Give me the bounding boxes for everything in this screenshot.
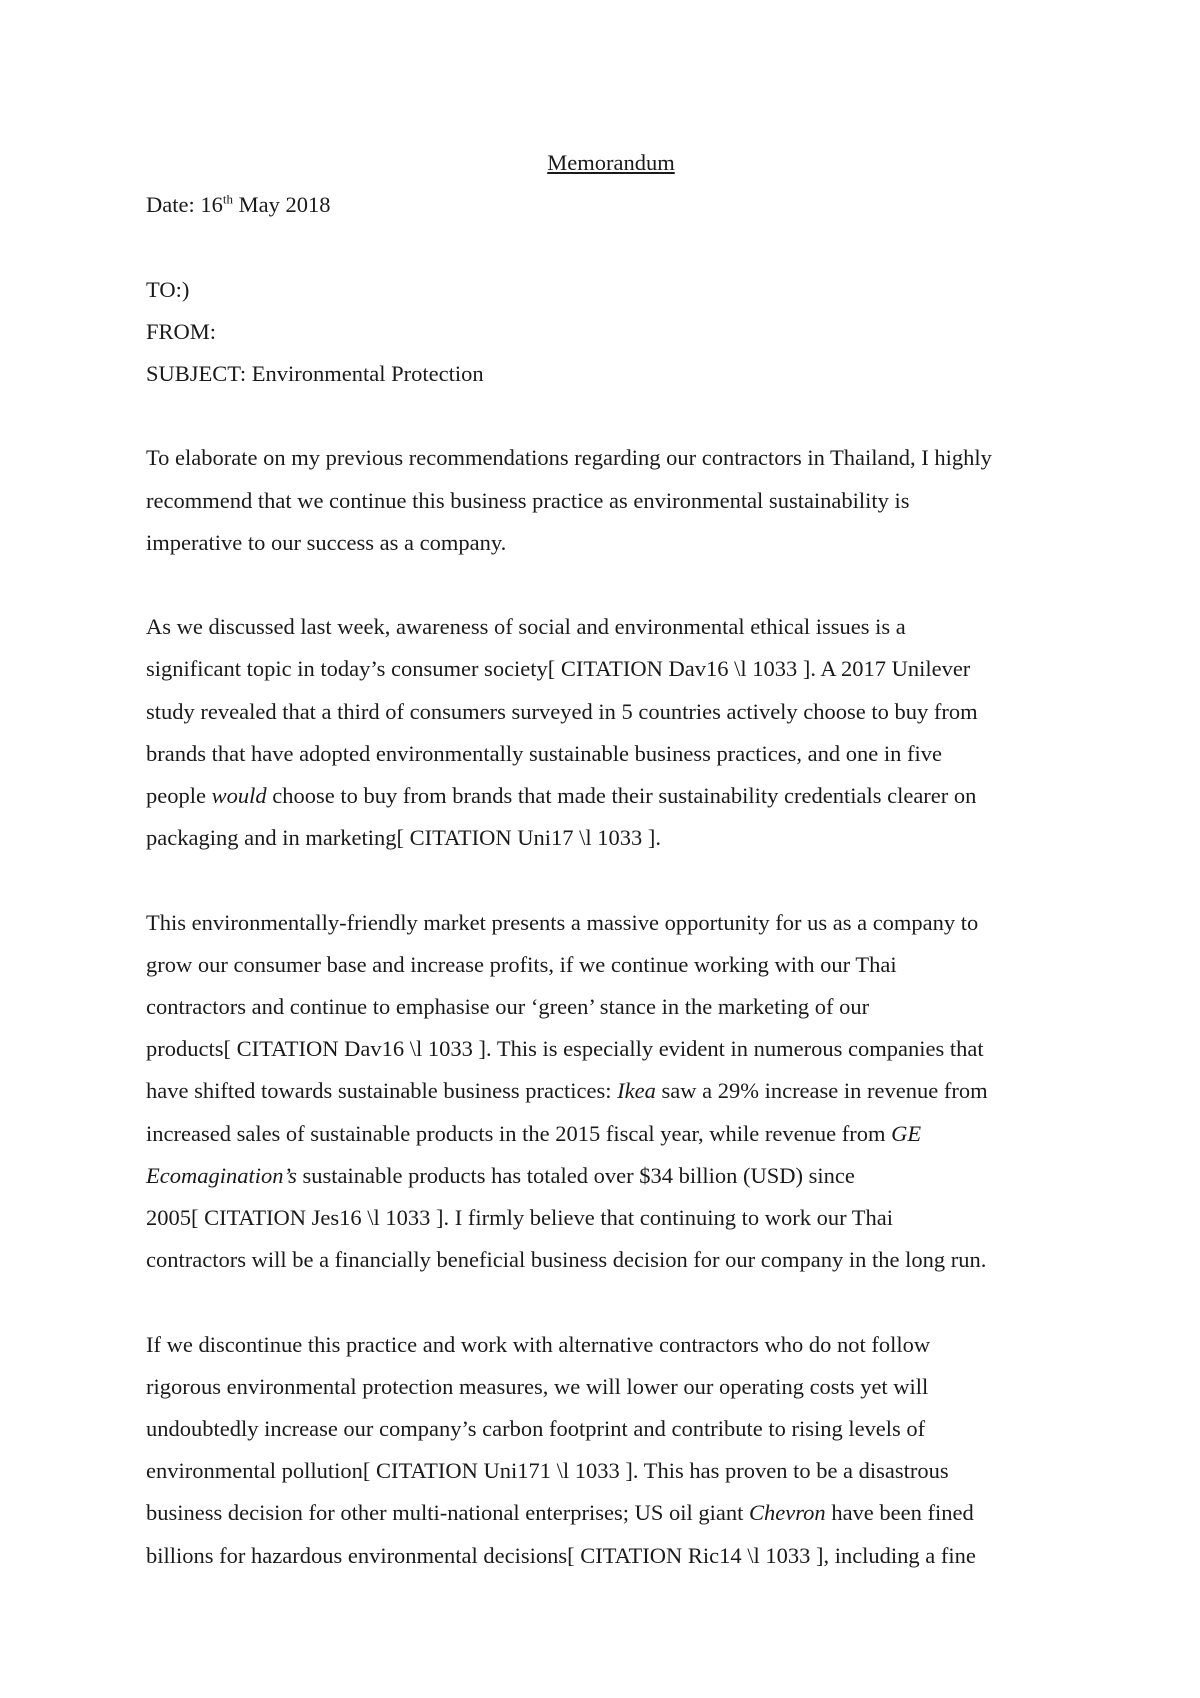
paragraph-line: significant topic in today’s consumer society[ CITATION Dav16 \l 1033 ]. A 2017 Unilever — [146, 656, 971, 682]
emphasis-ge: GE — [891, 1120, 922, 1146]
text-run: people — [146, 783, 212, 808]
text-run: business decision for other multi-national enterprises; US oil giant — [146, 1500, 750, 1526]
text-run: increased sales of sustainable products in the 2015 fiscal year, while revenue from — [146, 1120, 892, 1146]
paragraph-line: billions for hazardous environmental decisions[ CITATION Ric14 \l 1033 ], including a fine — [146, 1542, 976, 1568]
text-run: have shifted towards sustainable business practices: — [146, 1078, 618, 1104]
paragraph-line: brands that have adopted environmentally sustainable business practices, and one in five — [146, 740, 943, 766]
date-rest: May 2018 — [238, 192, 331, 218]
memo-date — [146, 184, 1076, 226]
paragraph-line — [146, 1492, 1076, 1534]
paragraph-line: This environmentally-friendly market presents a massive opportunity for us as a company to — [146, 909, 979, 935]
paragraph-line: imperative to our success as a company. — [146, 529, 507, 555]
memo-body — [146, 142, 1076, 1619]
paragraph-line: contractors will be a financially beneficial business decision for our company in the long run. — [146, 1247, 987, 1273]
paragraph-line — [146, 1113, 1076, 1155]
date-day: 16 — [200, 192, 223, 218]
text-run: saw a 29% increase in revenue from — [655, 1078, 988, 1104]
paragraph-line: 2005[ CITATION Jes16 \l 1033 ]. I firmly believe that continuing to work our Thai — [146, 1205, 894, 1231]
text-run: choose to buy from brands that made their sustainability credentials clearer on — [266, 783, 977, 808]
paragraph-line: packaging and in marketing[ CITATION Uni17 \l 1033 ]. — [146, 825, 661, 851]
paragraph-line — [146, 1070, 1076, 1112]
paragraph-1 — [146, 437, 1076, 564]
paragraph-3 — [146, 902, 1076, 1282]
paragraph-line: recommend that we continue this business practice as environmental sustainability is — [146, 487, 910, 513]
text-run: sustainable products has totaled over $34 billion (USD) since — [296, 1162, 855, 1188]
paragraph-line: If we discontinue this practice and work with alternative contractors who do not follow — [146, 1331, 931, 1357]
paragraph-line: undoubtedly increase our company’s carbon footprint and contribute to rising levels of — [146, 1416, 926, 1442]
memo-from: FROM: — [146, 318, 217, 344]
paragraph-line: environmental pollution[ CITATION Uni171 \l 1033 ]. This has proven to be a disastrous — [146, 1458, 949, 1484]
text-run: have been fined — [825, 1500, 974, 1526]
paragraph-line: grow our consumer base and increase profits, if we continue working with our Thai — [146, 951, 897, 977]
paragraph-line: study revealed that a third of consumers surveyed in 5 countries actively choose to buy from — [146, 698, 978, 724]
paragraph-line: rigorous environmental protection measures, we will lower our operating costs yet will — [146, 1373, 929, 1399]
paragraph-line: To elaborate on my previous recommendations regarding our contractors in Thailand, I highly — [146, 445, 992, 471]
paragraph-line: As we discussed last week, awareness of social and environmental ethical issues is a — [146, 614, 906, 640]
emphasis-would: would — [211, 783, 267, 808]
emphasis-ecomagination: Ecomagination’s — [146, 1162, 297, 1188]
date-label: Date: — [146, 192, 195, 218]
paragraph-4 — [146, 1324, 1076, 1577]
memo-subject: SUBJECT: Environmental Protection — [146, 361, 484, 386]
emphasis-ikea: Ikea — [617, 1078, 656, 1104]
memo-to: TO:) — [146, 276, 190, 302]
paragraph-line: contractors and continue to emphasise our ‘green’ stance in the marketing of our — [146, 994, 870, 1019]
paragraph-2 — [146, 606, 1076, 859]
paragraph-line — [146, 1155, 1076, 1197]
memo-header-fields — [146, 269, 1076, 396]
paragraph-line — [146, 775, 1076, 817]
paragraph-line: products[ CITATION Dav16 \l 1033 ]. This is especially evident in numerous companies that — [146, 1036, 984, 1062]
memo-title: Memorandum — [547, 150, 675, 175]
date-suffix: th — [222, 191, 233, 207]
emphasis-chevron: Chevron — [749, 1500, 826, 1526]
